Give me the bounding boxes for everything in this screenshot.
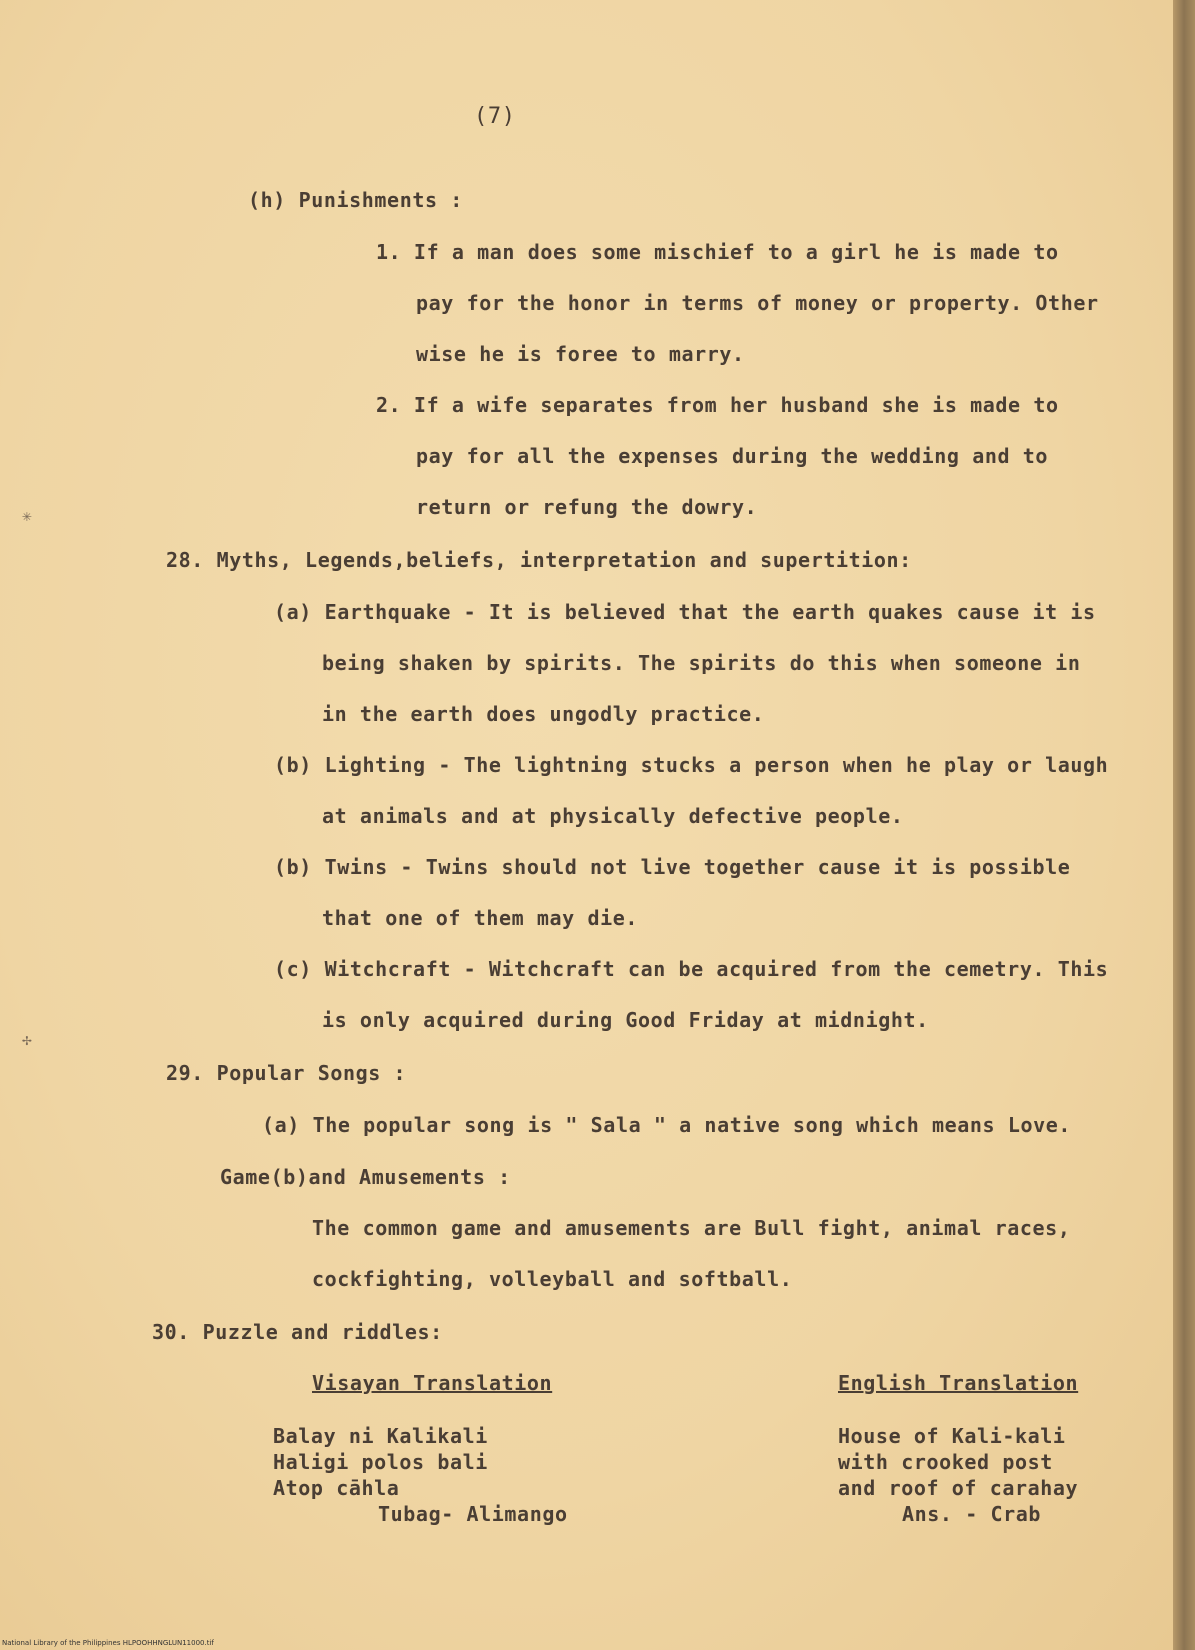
text-line: (c) Witchcraft - Witchcraft can be acquired from the cemetry. This xyxy=(274,957,1109,981)
text-line: being shaken by spirits. The spirits do this when someone in xyxy=(322,651,1081,675)
text-line: (a) Earthquake - It is believed that the earth quakes cause it is xyxy=(274,600,1096,624)
text-line: return or refung the dowry. xyxy=(416,495,758,519)
margin-mark-icon: ✳ xyxy=(22,506,32,525)
text-line: pay for all the expenses during the wedding and to xyxy=(416,444,1049,468)
binding-edge xyxy=(1173,0,1195,1650)
punishments-heading: (h) Punishments : xyxy=(248,188,463,212)
text-line: (b) Lighting - The lightning stucks a person when he play or laugh xyxy=(274,753,1109,777)
english-line: and roof of carahay xyxy=(838,1476,1079,1500)
text-line: (b) Twins - Twins should not live together cause it is possible xyxy=(274,855,1071,879)
margin-mark-icon: ✢ xyxy=(22,1030,32,1049)
scan-footer: National Library of the Philippines HLPOOHHNGLUN11000.tif xyxy=(2,1639,214,1647)
riddles-heading: 30. Puzzle and riddles: xyxy=(152,1320,443,1344)
text-line: in the earth does ungodly practice. xyxy=(322,702,765,726)
games-heading: Game(b)and Amusements : xyxy=(220,1165,511,1189)
visayan-line: Atop cāhla xyxy=(273,1476,400,1500)
visayan-title: Visayan Translation xyxy=(312,1371,553,1395)
visayan-line: Haligi polos bali xyxy=(273,1450,488,1474)
text-line: cockfighting, volleyball and softball. xyxy=(312,1267,793,1291)
visayan-answer: Tubag- Alimango xyxy=(378,1502,568,1526)
english-line: with crooked post xyxy=(838,1450,1053,1474)
text-line: wise he is foree to marry. xyxy=(416,342,745,366)
english-answer: Ans. - Crab xyxy=(902,1502,1042,1526)
visayan-line: Balay ni Kalikali xyxy=(273,1424,488,1448)
text-line: 2. If a wife separates from her husband she is made to xyxy=(376,393,1059,417)
text-line: that one of them may die. xyxy=(322,906,639,930)
english-line: House of Kali-kali xyxy=(838,1424,1066,1448)
text-line: 1. If a man does some mischief to a girl he is made to xyxy=(376,240,1059,264)
text-line: (a) The popular song is " Sala " a native song which means Love. xyxy=(262,1113,1072,1137)
text-line: pay for the honor in terms of money or property. Other xyxy=(416,291,1099,315)
english-title: English Translation xyxy=(838,1371,1079,1395)
songs-heading: 29. Popular Songs : xyxy=(166,1061,407,1085)
myths-heading: 28. Myths, Legends,beliefs, interpretation and supertition: xyxy=(166,548,912,572)
text-line: The common game and amusements are Bull fight, animal races, xyxy=(312,1216,1071,1240)
page-number: (7) xyxy=(474,104,516,129)
text-line: at animals and at physically defective people. xyxy=(322,804,904,828)
text-line: is only acquired during Good Friday at midnight. xyxy=(322,1008,929,1032)
